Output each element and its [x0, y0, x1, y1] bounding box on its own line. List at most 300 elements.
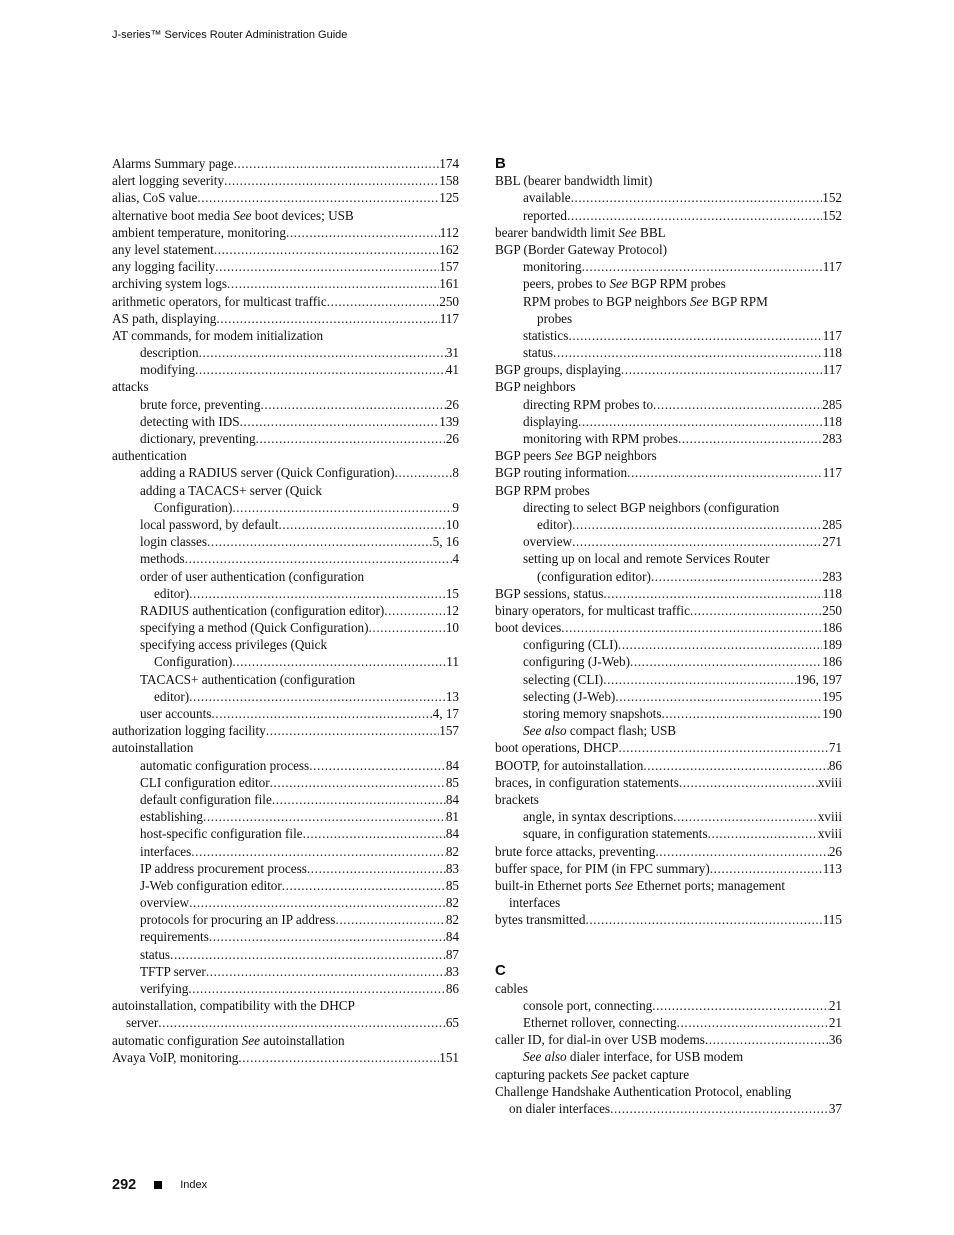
entry-text: any logging facility — [112, 259, 216, 275]
index-term — [112, 275, 227, 292]
index-term — [523, 413, 578, 430]
entry-text: bytes transmitted — [495, 912, 586, 928]
index-entry — [112, 241, 459, 258]
page-reference: 117 — [822, 465, 842, 481]
dot-leader — [618, 636, 822, 653]
dot-leader — [335, 911, 445, 928]
entry-text: establishing — [140, 809, 204, 825]
index-entry — [112, 413, 459, 430]
dot-leader — [578, 413, 823, 430]
dot-leader — [572, 516, 822, 533]
entry-text: BOOTP, for autoinstallation — [495, 757, 644, 773]
entry-text: AS path, displaying — [112, 310, 217, 326]
index-entry — [495, 774, 842, 791]
entry-text: directing to select BGP neighbors (configuration — [523, 499, 780, 515]
index-term — [140, 413, 240, 430]
index-entry — [112, 585, 459, 602]
index-term — [537, 516, 572, 533]
entry-text: order of user authentication (configuration — [140, 568, 365, 584]
entry-text: adding a TACACS+ server (Quick — [140, 482, 322, 498]
entry-text: autoinstallation, compatibility with the DHCP — [112, 998, 355, 1014]
page-reference: 84 — [445, 791, 459, 807]
dot-leader — [651, 568, 822, 585]
dot-leader — [603, 585, 822, 602]
index-entry — [112, 1032, 459, 1049]
dot-leader — [327, 293, 440, 310]
entry-text: status — [523, 345, 554, 361]
index-entry — [112, 293, 459, 310]
index-term — [523, 722, 676, 739]
entry-text: storing memory snapshots — [523, 706, 662, 721]
index-term — [112, 327, 323, 344]
entry-text: monitoring — [523, 259, 582, 275]
entry-text: autoinstallation — [112, 740, 194, 756]
index-term — [523, 327, 568, 344]
index-term — [140, 791, 272, 808]
index-term — [112, 739, 193, 756]
dot-leader — [278, 516, 445, 533]
entry-text: overview — [523, 534, 573, 550]
index-term — [495, 911, 585, 928]
dot-leader — [627, 464, 823, 481]
entry-text: alternative boot media — [112, 207, 234, 223]
footer-section-name: Index — [180, 1179, 208, 1191]
entry-text: BGP neighbors — [495, 379, 576, 395]
dot-leader — [272, 791, 446, 808]
entry-text: dictionary, preventing — [140, 431, 256, 446]
entry-text: BGP groups, displaying — [495, 362, 621, 378]
dot-leader — [286, 224, 440, 241]
index-term — [112, 241, 214, 258]
entry-text: interfaces — [509, 895, 561, 911]
index-term — [140, 396, 260, 413]
index-term — [154, 688, 189, 705]
index-term — [495, 378, 575, 395]
index-entry — [112, 860, 459, 877]
entry-text: caller ID, for dial-in over USB modems — [495, 1032, 705, 1048]
entry-text: J-Web configuration editor — [140, 877, 282, 893]
entry-text: attacks — [112, 379, 149, 395]
index-entry — [495, 516, 842, 533]
entry-text: RADIUS authentication (configuration editor) — [140, 602, 385, 618]
index-term — [154, 585, 189, 602]
index-entry — [495, 550, 842, 567]
entry-text: binary operators, for multicast traffic — [495, 602, 690, 618]
index-term — [112, 1032, 345, 1049]
index-term — [523, 808, 673, 825]
page-reference: 84 — [445, 757, 459, 773]
see-target: compact flash; USB — [566, 723, 677, 739]
dot-leader — [652, 997, 829, 1014]
dot-leader — [207, 533, 433, 550]
see-reference: See — [609, 276, 628, 292]
index-term — [140, 533, 207, 550]
index-entry — [495, 894, 842, 911]
see-reference: See — [689, 293, 709, 309]
index-entry — [495, 808, 842, 825]
dot-leader — [232, 499, 452, 516]
dot-leader — [661, 705, 822, 722]
index-term — [523, 705, 661, 722]
see-target: dialer interface, for USB modem — [566, 1049, 744, 1065]
entry-text: local password, by default — [140, 516, 279, 532]
index-term — [509, 1100, 610, 1117]
page-reference: 9 — [452, 499, 459, 515]
page-reference: 195 — [822, 688, 842, 704]
see-target: Ethernet ports; management — [633, 877, 786, 893]
index-term — [495, 172, 652, 189]
dot-leader — [553, 344, 823, 361]
entry-text: peers, probes to — [523, 276, 610, 292]
page-reference: 85 — [445, 774, 459, 790]
dot-leader — [185, 550, 453, 567]
index-entry — [495, 671, 842, 688]
page-reference: 250 — [439, 293, 459, 309]
running-head: J-series™ Services Router Administration Guide — [112, 29, 348, 41]
see-target: BBL — [636, 224, 666, 240]
entry-text: angle, in syntax descriptions — [523, 809, 674, 825]
page-reference: 118 — [822, 413, 842, 429]
index-term — [140, 825, 303, 842]
index-term — [112, 997, 355, 1014]
index-entry — [112, 774, 459, 791]
index-term — [495, 464, 627, 481]
dot-leader — [621, 361, 823, 378]
index-entry — [112, 894, 459, 911]
entry-text: BGP (Border Gateway Protocol) — [495, 241, 668, 257]
index-entry — [495, 997, 842, 1014]
index-entry — [112, 275, 459, 292]
index-term — [112, 293, 327, 310]
entry-text: overview — [140, 895, 190, 911]
dot-leader — [189, 585, 446, 602]
dot-leader — [710, 860, 823, 877]
page-reference: 285 — [822, 516, 842, 532]
index-term — [140, 550, 185, 567]
entry-text: ambient temperature, monitoring — [112, 224, 286, 240]
page-reference: 21 — [828, 1015, 842, 1030]
entry-text: authorization logging facility — [112, 723, 266, 739]
dot-leader — [572, 533, 822, 550]
index-term — [140, 516, 278, 533]
index-entry — [112, 533, 459, 550]
dot-leader — [705, 1031, 829, 1048]
index-entry — [495, 482, 842, 499]
index-entry — [495, 413, 842, 430]
dot-leader — [307, 860, 446, 877]
entry-text: statistics — [523, 327, 569, 343]
entry-text: setting up on local and remote Services Router — [523, 551, 770, 567]
dot-leader — [197, 189, 439, 206]
index-entry — [112, 516, 459, 533]
page-reference: 26 — [445, 431, 459, 446]
dot-leader — [615, 688, 822, 705]
page-reference: 8 — [452, 465, 459, 481]
index-entry — [112, 997, 459, 1014]
page-reference: 85 — [445, 877, 459, 893]
entry-text: default configuration file — [140, 791, 272, 807]
dot-leader — [618, 739, 828, 756]
index-entry — [495, 172, 842, 189]
entry-text: detecting with IDS — [140, 413, 240, 429]
entry-text: interfaces — [140, 843, 192, 859]
index-term — [523, 653, 630, 670]
index-entry — [495, 241, 842, 258]
index-entry — [112, 207, 459, 224]
index-entry — [112, 327, 459, 344]
page-reference: 115 — [822, 912, 842, 928]
page-reference: 186 — [822, 620, 842, 636]
index-entry — [495, 396, 842, 413]
page-reference: 5, 16 — [432, 534, 459, 550]
page-reference: 21 — [828, 997, 842, 1013]
entry-text: on dialer interfaces — [509, 1100, 611, 1116]
entry-text: methods — [140, 551, 185, 567]
dot-leader — [224, 172, 439, 189]
see-reference: See — [614, 877, 634, 893]
index-entry — [112, 911, 459, 928]
page-number: 292 — [112, 1177, 137, 1193]
index-entry — [112, 189, 459, 206]
entry-text: alert logging severity — [112, 173, 225, 189]
index-entry — [112, 378, 459, 395]
index-term — [140, 482, 322, 499]
see-reference: See — [554, 448, 573, 464]
index-entry — [112, 1014, 459, 1031]
index-entry — [495, 499, 842, 516]
page-reference: 151 — [439, 1049, 459, 1065]
index-entry — [112, 396, 459, 413]
index-term — [140, 980, 188, 997]
dot-leader — [191, 843, 446, 860]
dot-leader — [232, 653, 446, 670]
index-term — [140, 636, 327, 653]
index-entry — [112, 258, 459, 275]
index-term — [140, 911, 335, 928]
entry-text: editor) — [154, 585, 190, 601]
index-entry — [495, 739, 842, 756]
index-term — [154, 653, 232, 670]
see-reference: See also — [523, 1049, 567, 1065]
dot-leader — [282, 877, 446, 894]
index-term — [154, 499, 232, 516]
page-reference: 283 — [822, 431, 842, 446]
page-reference: 113 — [822, 860, 842, 876]
index-entry — [112, 155, 459, 172]
dot-leader — [582, 258, 823, 275]
entry-text: Challenge Handshake Authentication Protocol, enabling — [495, 1083, 792, 1099]
page-reference: 41 — [445, 362, 459, 378]
page-reference: 84 — [445, 929, 459, 945]
index-entry — [495, 980, 842, 997]
page-reference: 283 — [822, 568, 842, 584]
index-entry — [112, 825, 459, 842]
see-target: BGP neighbors — [572, 448, 657, 464]
index-term — [523, 293, 768, 310]
index-entry — [112, 464, 459, 481]
index-entry — [495, 825, 842, 842]
entry-text: archiving system logs — [112, 276, 228, 292]
entry-text: editor) — [537, 516, 573, 532]
page-reference: 117 — [439, 310, 459, 326]
index-entry — [112, 499, 459, 516]
page-reference: 15 — [445, 585, 459, 601]
page-reference: 65 — [445, 1015, 459, 1031]
index-term — [523, 430, 678, 447]
index-term — [140, 774, 270, 791]
index-term — [523, 344, 553, 361]
index-entry — [495, 636, 842, 653]
index-term — [140, 894, 189, 911]
index-term — [495, 843, 655, 860]
dot-leader — [270, 774, 446, 791]
index-entry — [112, 877, 459, 894]
dot-leader — [188, 980, 445, 997]
entry-text: RPM probes to BGP neighbors — [523, 293, 690, 309]
entry-text: description — [140, 345, 199, 361]
dot-leader — [585, 911, 822, 928]
page-reference: 82 — [445, 912, 459, 928]
dot-leader — [234, 155, 440, 172]
index-term — [523, 499, 779, 516]
dot-leader — [571, 189, 823, 206]
index-term — [140, 361, 195, 378]
entry-text: Ethernet rollover, connecting — [523, 1015, 677, 1030]
index-entry — [112, 808, 459, 825]
index-entry — [495, 911, 842, 928]
page-reference: 152 — [822, 190, 842, 206]
entry-text: adding a RADIUS server (Quick Configuration) — [140, 465, 395, 481]
dot-leader — [567, 207, 822, 224]
page-reference: 152 — [822, 207, 842, 223]
page-reference: 4, 17 — [432, 706, 459, 721]
entry-text: Configuration) — [154, 499, 233, 515]
index-entry — [495, 224, 842, 241]
index-term — [537, 568, 651, 585]
index-term — [140, 705, 211, 722]
page-reference: 117 — [822, 362, 842, 378]
index-term — [523, 825, 708, 842]
dot-leader — [256, 430, 446, 447]
page-reference: 31 — [445, 345, 459, 361]
dot-leader — [214, 241, 439, 258]
page-reference: 83 — [445, 963, 459, 979]
index-entry — [112, 310, 459, 327]
page-reference: 161 — [439, 276, 459, 292]
page-reference: 157 — [439, 723, 459, 739]
entry-text: probes — [537, 310, 573, 326]
page-reference: xviii — [817, 826, 842, 842]
entry-text: monitoring with RPM probes — [523, 431, 678, 446]
dot-leader — [303, 825, 446, 842]
page-reference: 118 — [822, 345, 842, 361]
page-reference: 83 — [445, 860, 459, 876]
index-entry — [112, 963, 459, 980]
index-letter-heading: B — [495, 155, 506, 172]
index-term — [495, 791, 539, 808]
page-reference: 71 — [828, 740, 842, 756]
entry-text: IP address procurement process — [140, 860, 307, 876]
page-reference: 271 — [822, 534, 842, 550]
dot-leader — [603, 671, 796, 688]
entry-text: TFTP server — [140, 963, 206, 979]
see-target: boot devices; USB — [251, 207, 354, 223]
dot-leader — [203, 808, 446, 825]
index-entry — [495, 843, 842, 860]
dot-leader — [678, 430, 822, 447]
index-term — [112, 447, 187, 464]
index-entry — [112, 568, 459, 585]
index-entry — [495, 275, 842, 292]
entry-text: selecting (CLI) — [523, 671, 604, 687]
index-term — [112, 189, 197, 206]
dot-leader — [561, 619, 822, 636]
index-entry — [495, 877, 842, 894]
index-letter-heading: C — [495, 962, 506, 980]
entry-text: BGP routing information — [495, 465, 628, 481]
entry-text: reported — [523, 207, 567, 223]
entry-text: editor) — [154, 688, 190, 704]
dot-leader — [369, 619, 446, 636]
index-term — [495, 447, 657, 464]
page-reference: 190 — [822, 706, 842, 721]
see-target: BGP RPM — [708, 293, 768, 309]
index-term — [112, 378, 149, 395]
see-reference: See — [241, 1032, 260, 1048]
index-term — [495, 585, 603, 602]
dot-leader — [189, 894, 446, 911]
index-term — [523, 396, 653, 413]
entry-text: directing RPM probes to — [523, 396, 654, 412]
index-entry — [495, 791, 842, 808]
index-term — [523, 1014, 677, 1031]
index-entry — [495, 619, 842, 636]
index-entry — [112, 722, 459, 739]
dot-leader — [673, 808, 818, 825]
entry-text: specifying a method (Quick Configuration) — [140, 620, 369, 636]
index-term — [112, 722, 266, 739]
page-reference: 81 — [445, 809, 459, 825]
index-entry — [112, 602, 459, 619]
index-term — [140, 568, 364, 585]
index-entry — [495, 1100, 842, 1117]
index-entry — [112, 671, 459, 688]
index-entry — [112, 636, 459, 653]
index-entry — [112, 653, 459, 670]
index-entry — [495, 688, 842, 705]
index-term — [140, 344, 199, 361]
index-term — [495, 860, 710, 877]
entry-text: braces, in configuration statements — [495, 774, 679, 790]
dot-leader — [189, 688, 446, 705]
dot-leader — [170, 946, 446, 963]
index-term — [112, 1049, 238, 1066]
dot-leader — [309, 757, 446, 774]
index-entry — [495, 860, 842, 877]
entry-text: configuring (CLI) — [523, 637, 618, 653]
index-entry — [112, 550, 459, 567]
entry-text: Alarms Summary page — [112, 156, 234, 171]
dot-leader — [610, 1100, 829, 1117]
index-entry — [112, 172, 459, 189]
index-term — [112, 258, 215, 275]
index-term — [523, 1048, 743, 1065]
index-entry — [495, 207, 842, 224]
dot-leader — [266, 722, 439, 739]
dot-leader — [240, 413, 440, 430]
entry-text: brute force attacks, preventing — [495, 843, 656, 859]
dot-leader — [395, 464, 453, 481]
